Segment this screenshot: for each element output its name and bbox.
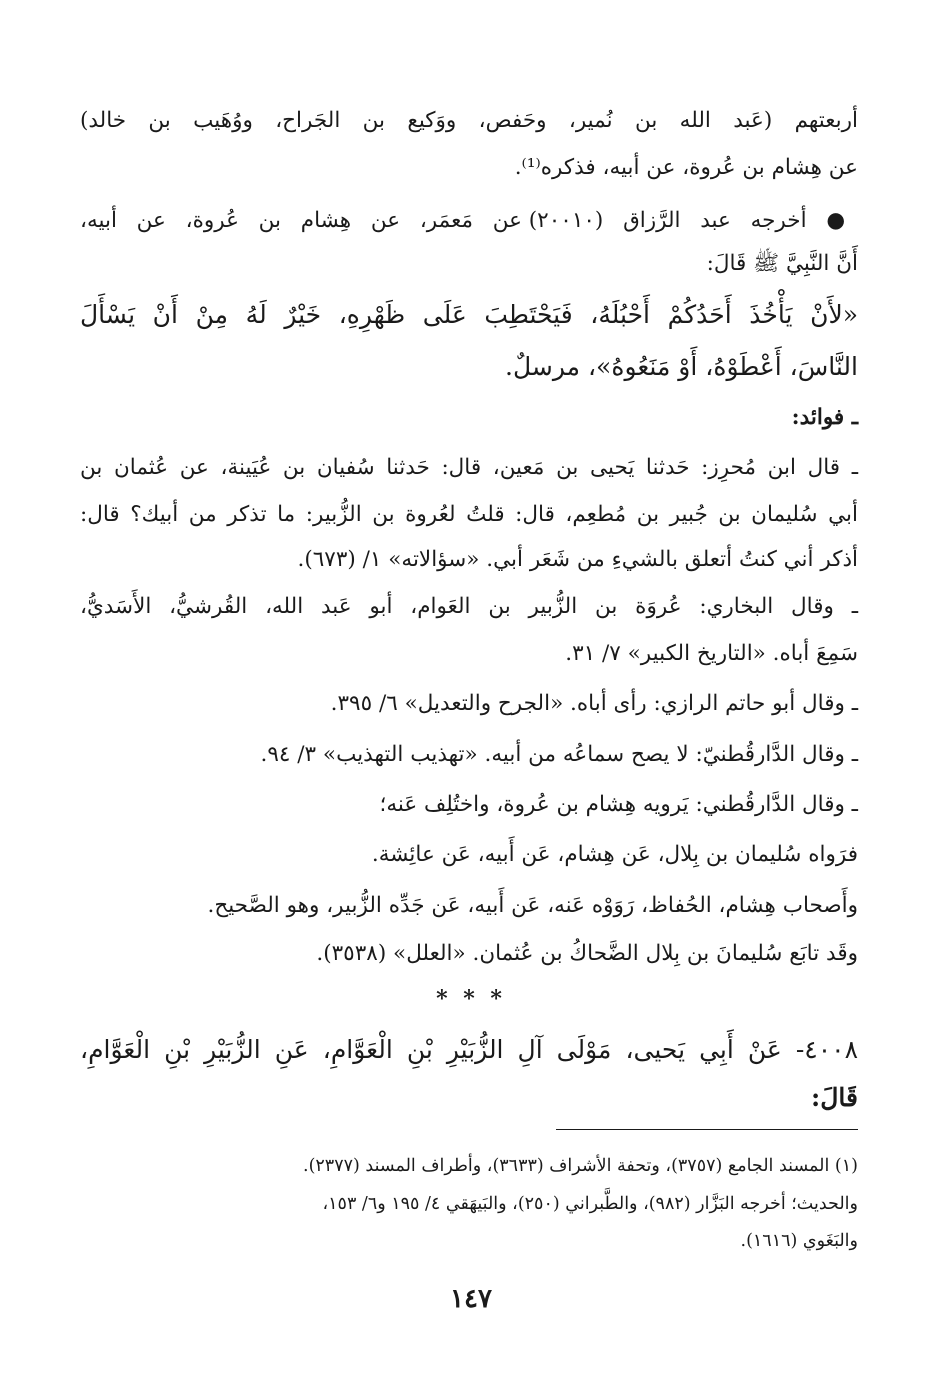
body-line-15: ـ وقال الدَّارقُطني: يَرويه هِشام بن عُروة، واختُلِف عَنه؛ — [379, 792, 858, 817]
body-line-4: أَنَّ النَّبِيَّ ﷺ قَالَ: — [706, 251, 858, 276]
body-line-5-hadith-text: «لأَنْ يَأْخُذَ أَحَدُكُمْ أَحْبُلَهُ، فَيَحْتَطِبَ عَلَى ظَهْرِهِ، خَيْرٌ لَهُ مِنْ أَنْ يَسْأَلَ — [80, 300, 858, 329]
footnote-line-2: والحديث؛ أخرجه البَزَّار (٩٨٢)، والطَّبراني (٢٥٠)، والبَيهَقي ٤/ ١٩٥ و٦/ ١٥٣، — [322, 1194, 858, 1214]
body-line-12: سَمِعَ أباه. «التاريخ الكبير» ٧/ ٣١. — [565, 641, 858, 666]
body-line-18: وقَد تابَع سُليمانَ بن بِلال الضَّحاكُ بن عُثمان. «العلل» (٣٥٣٨). — [316, 941, 858, 966]
body-line-1: أربعتهم (عَبد الله بن نُمير، وحَفص، ووَكيع بن الجَراح، ووُهَيب بن خالد) — [80, 108, 858, 133]
footnote-line-1: (١) المسند الجامع (٣٧٥٧)، وتحفة الأشراف (٣٦٣٣)، وأطراف المسند (٢٣٧٧). — [303, 1156, 858, 1176]
benefits-heading: ـ فوائد: — [791, 405, 858, 430]
body-line-3: ● أخرجه عبد الرَّزاق (٢٠٠١٠) عن مَعمَر، عن هِشام بن عُروة، عن أبيه، — [80, 208, 858, 233]
body-line-13: ـ وقال أبو حاتم الرازي: رأى أباه. «الجرح والتعديل» ٦/ ٣٩٥. — [330, 691, 858, 716]
body-line-17: وأَصحاب هِشام، الحُفاظ، رَوَوْه عَنه، عَن أَبيه، عَن جَدِّه الزُّبير، وهو الصَّحيح. — [207, 893, 858, 918]
body-line-2: عن هِشام بن عُروة، عن أبيه، فذكره⁽¹⁾. — [514, 155, 858, 180]
hadith-4008-line-2: قَالَ: — [811, 1083, 858, 1112]
section-separator: * * * — [436, 986, 506, 1012]
body-line-11: ـ وقال البخاري: عُروَة بن الزُّبير بن العَوام، أبو عَبد الله، القُرشيُّ، الأَسَديُّ، — [80, 594, 858, 619]
page-number: ١٤٧ — [450, 1284, 492, 1314]
body-line-8: ـ قال ابن مُحرِز: حَدثنا يَحيى بن مَعين، قال: حَدثنا سُفيان بن عُيَينة، عن عُثمان بن — [80, 455, 858, 480]
footnote-divider — [556, 1129, 858, 1130]
hadith-4008-line-1: ٤٠٠٨- عَنْ أَبِي يَحيى، مَوْلَى آلِ الزُّبَيْرِ بْنِ الْعَوَّامِ، عَنِ الزُّبَيْرِ بْنِ الْعَوَّامِ، — [80, 1035, 858, 1064]
body-line-14: ـ وقال الدَّارقُطنيّ: لا يصح سماعُه من أبيه. «تهذيب التهذيب» ٣/ ٩٤. — [260, 742, 858, 767]
footnote-line-3: والبَغَوي (١٦١٦). — [740, 1231, 858, 1251]
body-line-9: أبي سُليمان بن جُبير بن مُطعِم، قال: قلتُ لعُروة بن الزُّبير: ما تذكر من أبيك؟ قال: — [80, 502, 858, 527]
body-line-16: فرَواه سُليمان بن بِلال، عَن هِشام، عَن أَبيه، عَن عائِشة. — [371, 842, 858, 867]
body-line-6-hadith-text: النَّاسَ، أَعْطَوْهُ، أَوْ مَنَعُوهُ»، مرسلٌ. — [505, 352, 858, 381]
body-line-10: أذكر أني كنتُ أتعلق بالشيءِ من شَعَر أبي. «سؤالاته» ١/ (٦٧٣). — [297, 547, 858, 572]
